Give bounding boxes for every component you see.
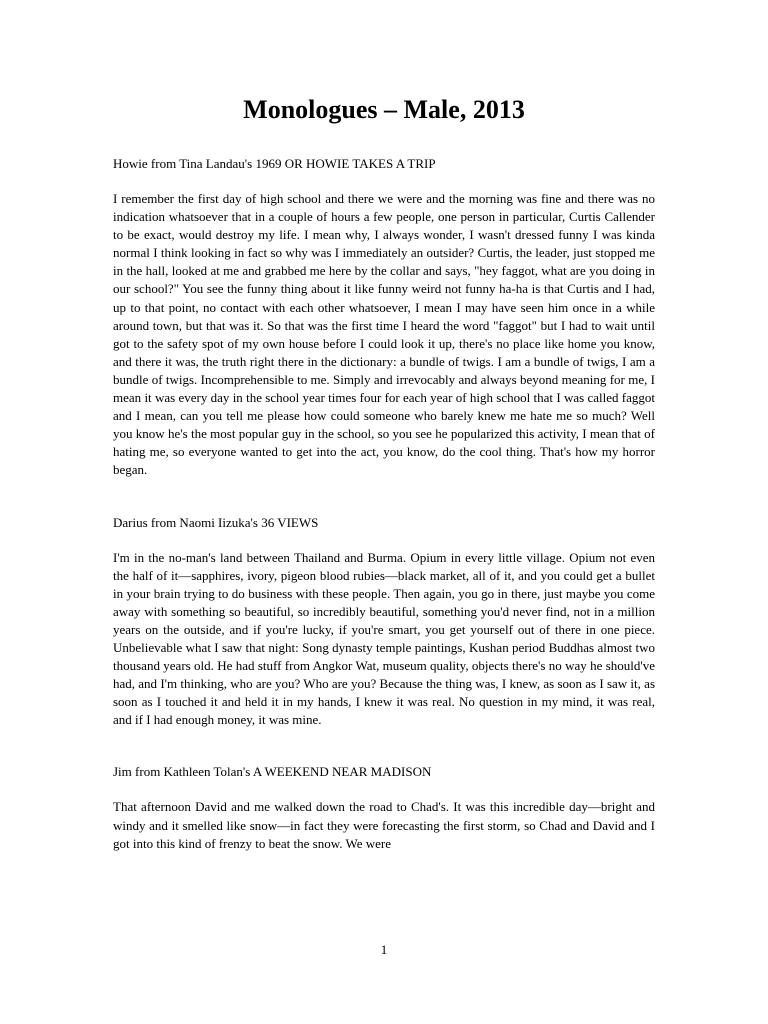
section-heading: Howie from Tina Landau's 1969 OR HOWIE TAKES A TRIP bbox=[113, 156, 436, 171]
monologue-section-darius bbox=[113, 514, 655, 730]
monologue-text: That afternoon David and me walked down the road to Chad's. It was this incredible day—bright and windy and it smelled like snow—in fact they were forecasting the first storm, so Chad and David and I got into this kind of frenzy to beat the snow. We were bbox=[113, 799, 655, 851]
document-body bbox=[113, 155, 655, 853]
page-title: Monologues – Male, 2013 bbox=[243, 95, 525, 124]
section-heading: Darius from Naomi Iizuka's 36 VIEWS bbox=[113, 514, 319, 530]
monologue-text: I'm in the no-man's land between Thailand and Burma. Opium in every little village. Opium not even the half of it—sapphires, ivory, pigeon blood rubies—black market, all of it, and you could get a bullet in your brain trying to do business with these people. Then again, you go in there, just maybe you come away with something so beautiful, so incredibly beautiful, something you'd never find, not in a million years on the outside, and if you're lucky, if you're smart, you get yourself out of there in one piece. Unbelievable what I saw that night: Song dynasty temple paintings, Kushan period Buddhas almost two thousand years old. He had stuff from Angkor Wat, museum quality, objects there's no way he should've had, and I'm thinking, who are you? Who are you? Because the thing was, I knew, as soon as I saw it, as soon as I touched it and held it in my hands, I knew it was real. No question in my mind, it was real, and if I had enough money, it was mine. bbox=[113, 549, 655, 728]
monologue-section-howie bbox=[113, 155, 655, 480]
section-heading: Jim from Kathleen Tolan's A WEEKEND NEAR MADISON bbox=[113, 764, 432, 780]
monologue-text: I remember the first day of high school and there we were and the morning was fine and there was no indication whatsoever that in a couple of hours a few people, one person in particular, Curtis Callender to be exact, would destroy my life. I mean why, I always wonder, I wasn't dressed funny I was kinda normal I think looking in fact so why was I immediately an outsider? Curtis, the leader, just stopped me in the hall, looked at me and grabbed me here by the collar and says, "hey faggot, what are you doing in our school?" You see the funny thing about it like funny weird not funny ha-ha is that Curtis and I had, up to that point, no contact with each other whatsoever, I mean I may have seen him once in a while around town, but that was it. So that was the first time I heard the word "faggot" but I had to wait until got to the safety spot of my own house before I could look it up, there's no place like home you know, and there it was, the truth right there in the dictionary: a bundle of twigs. I am a bundle of twigs, I am a bundle of twigs. Incomprehensible to me. Simply and irrevocably and always beyond meaning for me, I mean it was every day in the school year times four for each year of high school that I was called faggot and I mean, can you tell me please how could someone who barely knew me hate me so much? Well you know he's the most popular guy in the school, so you see he popularized this activity, I mean that of hating me, so everyone wanted to get into the act, you know, do the cool thing. That's how my horror began. bbox=[113, 191, 655, 478]
page-number: 1 bbox=[380, 942, 388, 957]
monologue-section-jim bbox=[113, 763, 655, 852]
